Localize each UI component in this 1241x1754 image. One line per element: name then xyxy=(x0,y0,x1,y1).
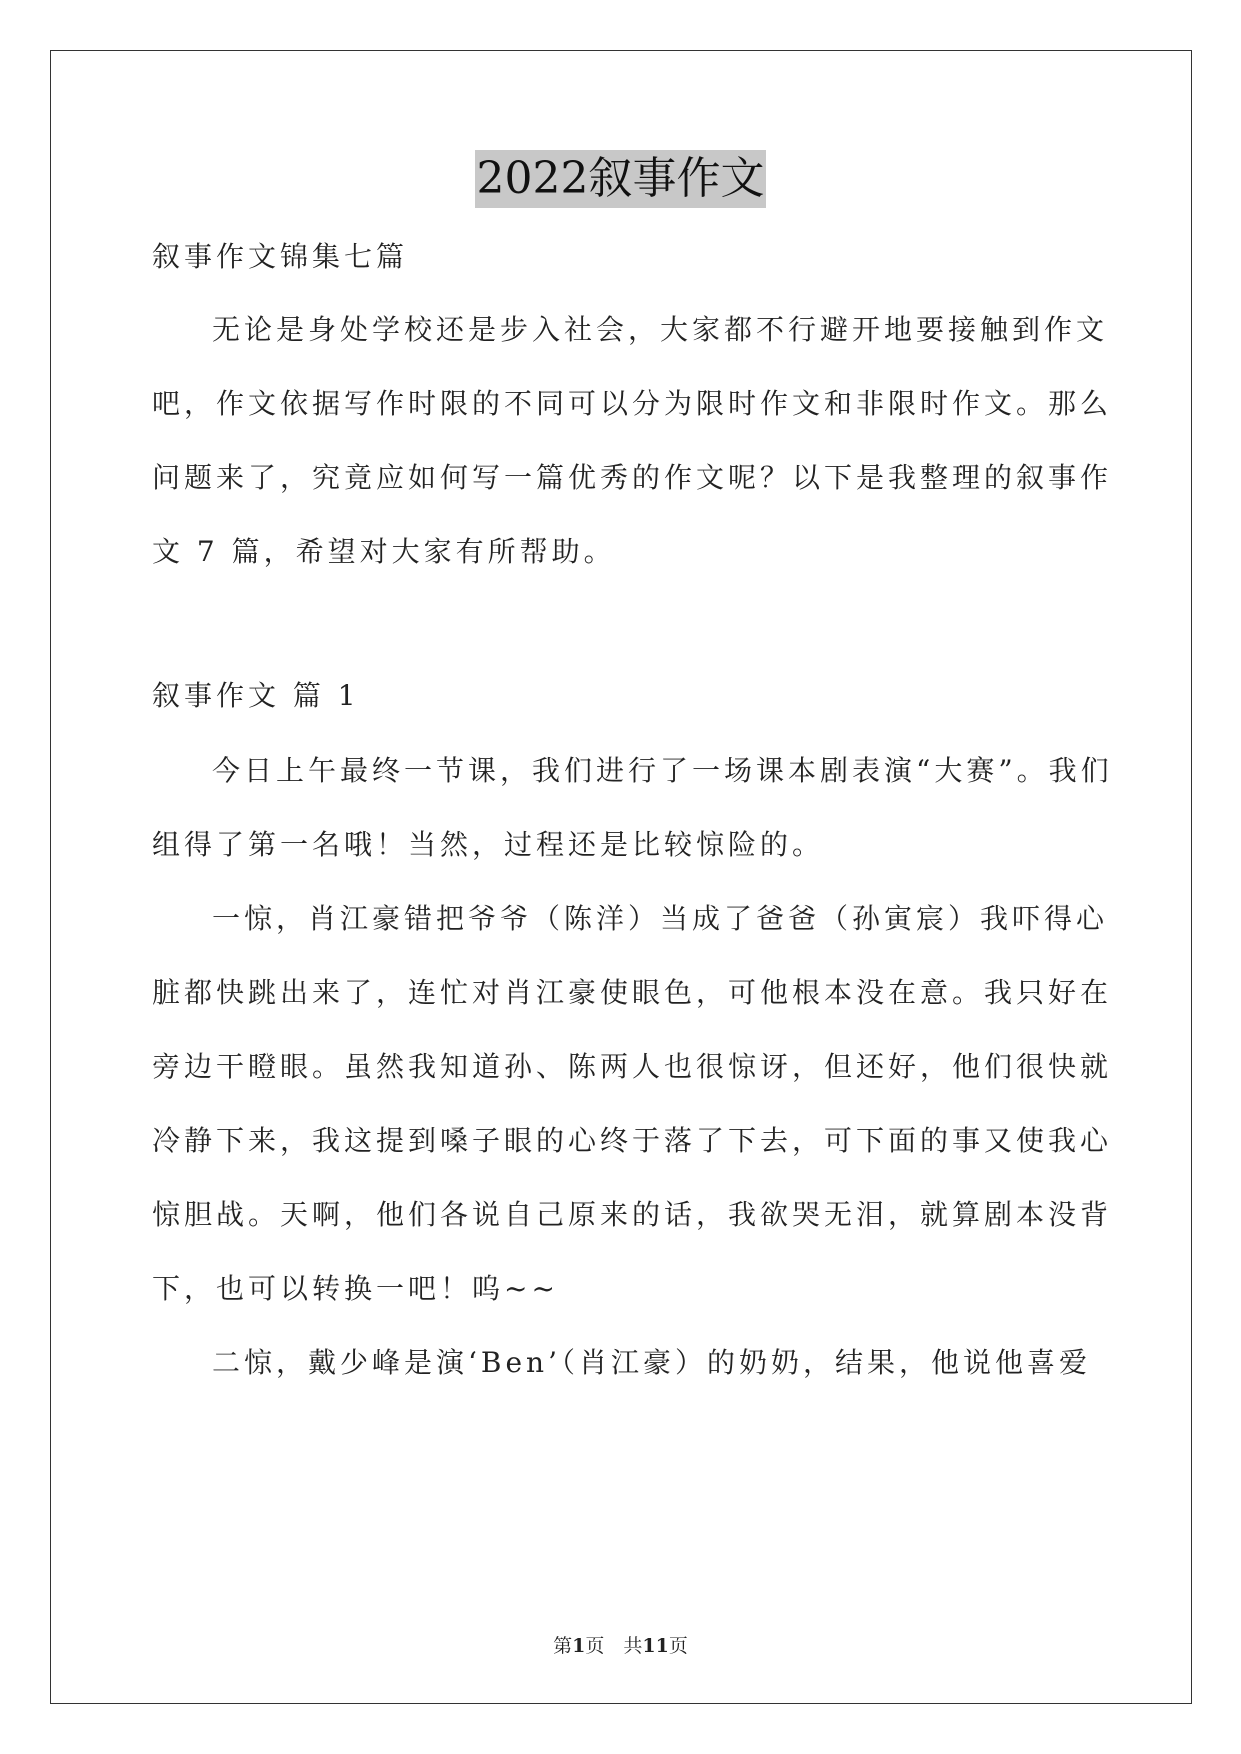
footer-page-number: 1 xyxy=(572,1635,586,1657)
footer-middle: 页 共 xyxy=(585,1635,643,1657)
intro-line-4: 文 7 篇，希望对大家有所帮助。 xyxy=(152,535,616,568)
body-line-1: 今日上午最终一节课，我们进行了一场课本剧表演“大赛”。我们 xyxy=(212,754,1113,787)
intro-line-3: 问题来了，究竟应如何写一篇优秀的作文呢？以下是我整理的叙事作 xyxy=(152,461,1113,494)
body-line-6: 冷静下来，我这提到嗓子眼的心终于落了下去，可下面的事又使我心 xyxy=(152,1124,1113,1157)
body-line-2: 组得了第一名哦！当然，过程还是比较惊险的。 xyxy=(152,828,825,861)
footer-total-pages: 11 xyxy=(642,1635,669,1657)
body-line-5: 旁边干瞪眼。虽然我知道孙、陈两人也很惊讶，但还好，他们很快就 xyxy=(152,1050,1113,1083)
body-line-4: 脏都快跳出来了，连忙对肖江豪使眼色，可他根本没在意。我只好在 xyxy=(152,976,1113,1009)
body-line-8: 下，也可以转换一吧！呜~~ xyxy=(152,1272,559,1305)
footer-suffix: 页 xyxy=(668,1635,688,1657)
title-container xyxy=(0,150,1241,208)
footer-prefix: 第 xyxy=(553,1635,573,1657)
intro-line-2: 吧，作文依据写作时限的不同可以分为限时作文和非限时作文。那么 xyxy=(152,387,1113,420)
body-line-7: 惊胆战。天啊，他们各说自己原来的话，我欲哭无泪，就算剧本没背 xyxy=(152,1198,1113,1231)
document-title: 2022叙事作文 xyxy=(475,150,767,208)
subtitle: 叙事作文锦集七篇 xyxy=(152,240,409,273)
page-footer xyxy=(0,1634,1241,1658)
body-line-3: 一惊，肖江豪错把爷爷（陈洋）当成了爸爸（孙寅宸）我吓得心 xyxy=(212,902,1109,935)
intro-line-1: 无论是身处学校还是步入社会，大家都不行避开地要接触到作文 xyxy=(212,313,1109,346)
section-heading: 叙事作文 篇 1 xyxy=(152,679,360,712)
body-line-9: 二惊，戴少峰是演‘Ben’（肖江豪）的奶奶，结果，他说他喜爱 xyxy=(212,1346,1091,1379)
page-border xyxy=(50,50,1192,1704)
